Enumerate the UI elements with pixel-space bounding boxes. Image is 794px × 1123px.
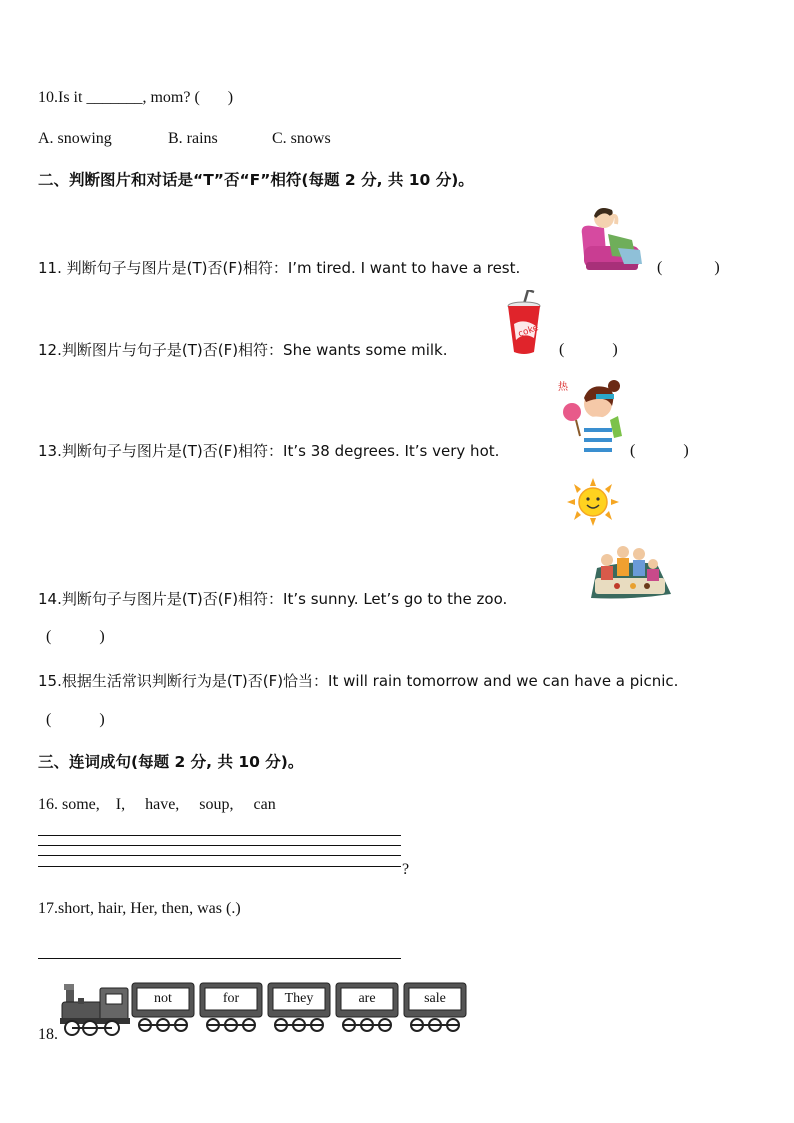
train-word: They [284,991,314,1006]
q14-answer-paren[interactable]: ( ) [46,628,105,645]
answer-line[interactable] [38,855,401,856]
section-2-title: 二、判断图片和对话是“T”否“F”相符(每题 2 分, 共 10 分)。 [38,171,474,189]
train-car-shape [267,982,331,1034]
train-car-shape [403,982,467,1034]
train-word: sale [424,991,446,1006]
train-car-shape [199,982,263,1034]
train-car-shape [335,982,399,1034]
q13-answer-paren[interactable]: ( ) [630,442,689,459]
sun-icon [567,478,619,526]
answer-line[interactable] [38,835,401,836]
svg-text:coke: coke [516,323,541,340]
q10-stem: 10.Is it _______, mom? ( ) [38,89,234,106]
section-3-title: 三、连词成句(每题 2 分, 共 10 分)。 [38,753,304,771]
q14-text: 14.判断句子与图片是(T)否(F)相符：It’s sunny. Let’s go to the zoo. [38,590,508,608]
q11-text: 11. 判断句子与图片是(T)否(F)相符：I’m tired. I want to have a rest. [38,259,521,277]
q10-option-c[interactable]: C. snows [272,130,331,147]
train-word: for [222,991,240,1006]
train-car-word-4[interactable] [335,982,397,1020]
hot-girl-fan-image [556,376,624,458]
train-car-word-1[interactable] [131,982,193,1020]
q13-text: 13.判断句子与图片是(T)否(F)相符：It’s 38 degrees. It’s very hot. [38,442,500,460]
train-word: are [358,991,376,1006]
q16-words: 16. some, I, have, soup, can [38,796,276,813]
train-car-shape [131,982,195,1034]
q18-number: 18. [38,1026,58,1043]
svg-text:热: 热 [558,382,568,393]
q10-option-b[interactable]: B. rains [168,130,218,147]
q16-question-mark: ? [402,861,410,878]
tired-boy-armchair-image [574,204,648,274]
q15-answer-paren[interactable]: ( ) [46,711,105,728]
q12-text: 12.判断图片与句子是(T)否(F)相符：She wants some milk. [38,341,448,359]
train-word: not [154,991,172,1006]
train-car-word-2[interactable] [199,982,261,1020]
train-engine-icon [60,982,132,1038]
q10-option-a[interactable]: A. snowing [38,130,112,147]
train-car-word-3[interactable] [267,982,329,1020]
answer-line[interactable] [38,845,401,846]
q17-words: 17.short, hair, Her, then, was (.) [38,900,241,917]
answer-line[interactable] [38,866,401,867]
q12-answer-paren[interactable]: ( ) [559,341,618,358]
train-car-word-5[interactable] [403,982,465,1020]
q11-answer-paren[interactable]: ( ) [657,259,720,276]
cola-cup-icon [504,290,546,356]
answer-line[interactable] [38,958,401,959]
q15-text: 15.根据生活常识判断行为是(T)否(F)恰当：It will rain tomorrow and we can have a picnic. [38,672,679,690]
picnic-image [587,542,675,600]
